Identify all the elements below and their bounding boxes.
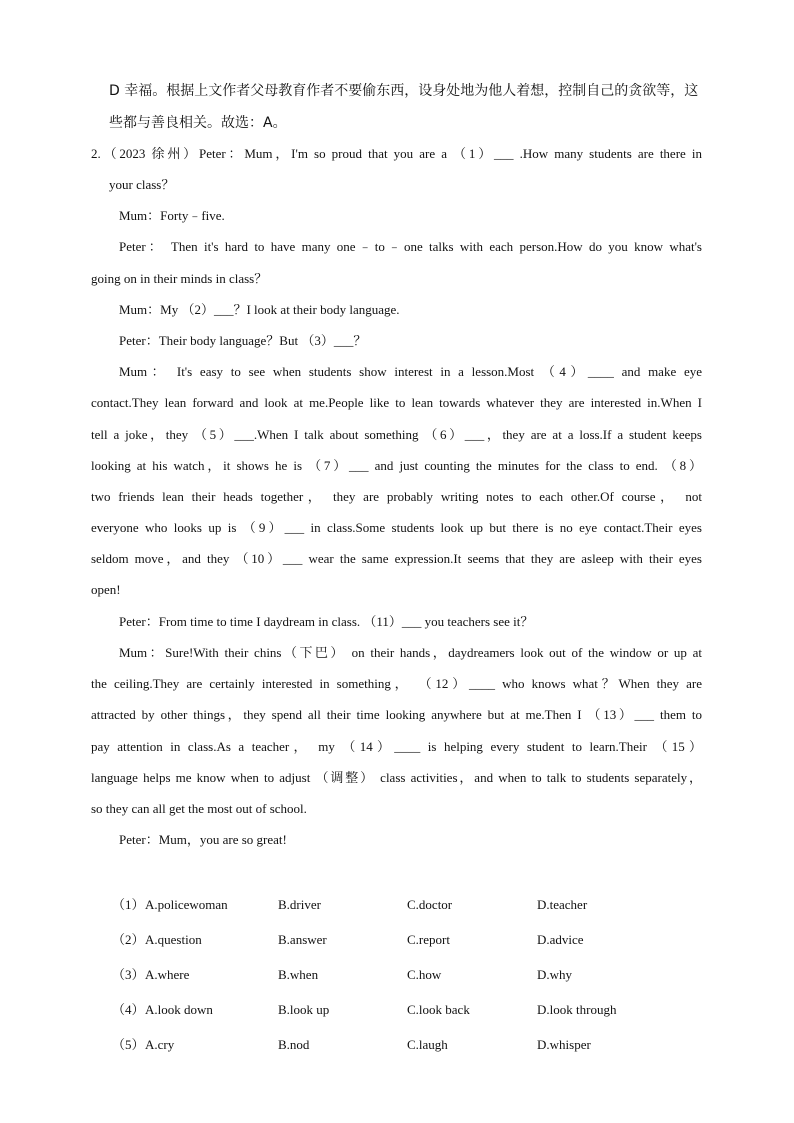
dialogue-line: open! — [91, 582, 121, 597]
dialogue-line: looking at his watch，it shows he is （7）___ and just counting the minutes for the class to end. （8） — [91, 458, 702, 473]
dialogue-line: going on in their minds in class？ — [91, 271, 268, 286]
dialogue-line: language helps me know when to adjust （调整） class activities，and when to talk to students separately， — [91, 770, 702, 785]
dialogue-line: everyone who looks up is （9）___ in class.Some students look up but there is no eye contact.Their eyes — [91, 520, 702, 535]
option-a[interactable]: A.policewoman — [145, 897, 228, 912]
option-c[interactable]: C.laugh — [407, 1037, 448, 1052]
option-a[interactable]: A.cry — [145, 1037, 175, 1052]
option-b[interactable]: B.answer — [278, 932, 327, 947]
option-a[interactable]: A.where — [145, 967, 190, 982]
option-number: （2） — [112, 932, 145, 947]
dialogue-line: pay attention in class.As a teacher， my （14）____ is helping every student to learn.Their （15） — [91, 739, 702, 754]
dialogue-line: contact.They lean forward and look at me.People like to lean towards whatever they are interested in.When I — [91, 395, 702, 410]
option-d[interactable]: D.teacher — [537, 897, 588, 912]
dialogue-line: so they can all get the most out of school. — [91, 801, 307, 816]
prev-answer-line-1: D 幸福。根据上文作者父母教育作者不要偷东西，设身处地为他人着想，控制自己的贪欲等，这 — [109, 83, 699, 99]
dialogue-line: two friends lean their heads together， they are probably writing notes to each other.Of course， not — [91, 489, 702, 504]
option-d[interactable]: D.look through — [537, 1002, 617, 1017]
dialogue-line: Mum：My （2）___？I look at their body language. — [119, 302, 400, 317]
option-b[interactable]: B.nod — [278, 1037, 310, 1052]
option-number: （3） — [112, 967, 145, 982]
dialogue-line: the ceiling.They are certainly interested in something， （12）____ who knows what？When they are — [91, 676, 702, 691]
option-number: （1） — [112, 897, 145, 912]
option-c[interactable]: C.look back — [407, 1002, 470, 1017]
question-header: 2.（2023 徐州）Peter：Mum，I'm so proud that you are a （1）___ .How many students are there in — [91, 146, 702, 161]
option-d[interactable]: D.whisper — [537, 1037, 591, 1052]
question-header-cont: your class？ — [109, 177, 175, 192]
option-c[interactable]: C.report — [407, 932, 450, 947]
option-number: （4） — [112, 1002, 145, 1017]
option-b[interactable]: B.look up — [278, 1002, 330, 1017]
prev-answer-line-2: 些都与善良相关。故选：A。 — [109, 115, 287, 131]
option-a[interactable]: A.question — [145, 932, 202, 947]
option-d[interactable]: D.why — [537, 967, 573, 982]
option-c[interactable]: C.doctor — [407, 897, 453, 912]
dialogue-line: Peter： Then it's hard to have many one﹣to﹣one talks with each person.How do you know what's — [119, 239, 702, 254]
option-a[interactable]: A.look down — [145, 1002, 213, 1017]
dialogue-line: attracted by other things，they spend all their time looking anywhere but at me.Then I （13）___ them to — [91, 707, 702, 722]
dialogue-line: Mum：Sure!With their chins（下巴） on their hands，daydreamers look out of the window or up at — [119, 645, 702, 660]
option-b[interactable]: B.when — [278, 967, 319, 982]
dialogue-line: tell a joke，they （5）___.When I talk about something （6）___，they are at a loss.If a student keeps — [91, 427, 702, 442]
dialogue-line: Mum： It's easy to see when students show interest in a lesson.Most （4）____ and make eye — [119, 364, 702, 379]
dialogue-line: Peter：Mum，you are so great! — [119, 832, 287, 847]
option-b[interactable]: B.driver — [278, 897, 321, 912]
dialogue-line: Mum：Forty﹣five. — [119, 208, 225, 223]
dialogue-line: Peter：From time to time I daydream in class. （11）___ you teachers see it？ — [119, 614, 534, 629]
option-number: （5） — [112, 1037, 145, 1052]
dialogue-line: Peter：Their body language？But （3）___？ — [119, 333, 367, 348]
dialogue-line: seldom move，and they （10）___ wear the same expression.It seems that they are asleep with their eyes — [91, 551, 702, 566]
option-c[interactable]: C.how — [407, 967, 442, 982]
option-d[interactable]: D.advice — [537, 932, 584, 947]
